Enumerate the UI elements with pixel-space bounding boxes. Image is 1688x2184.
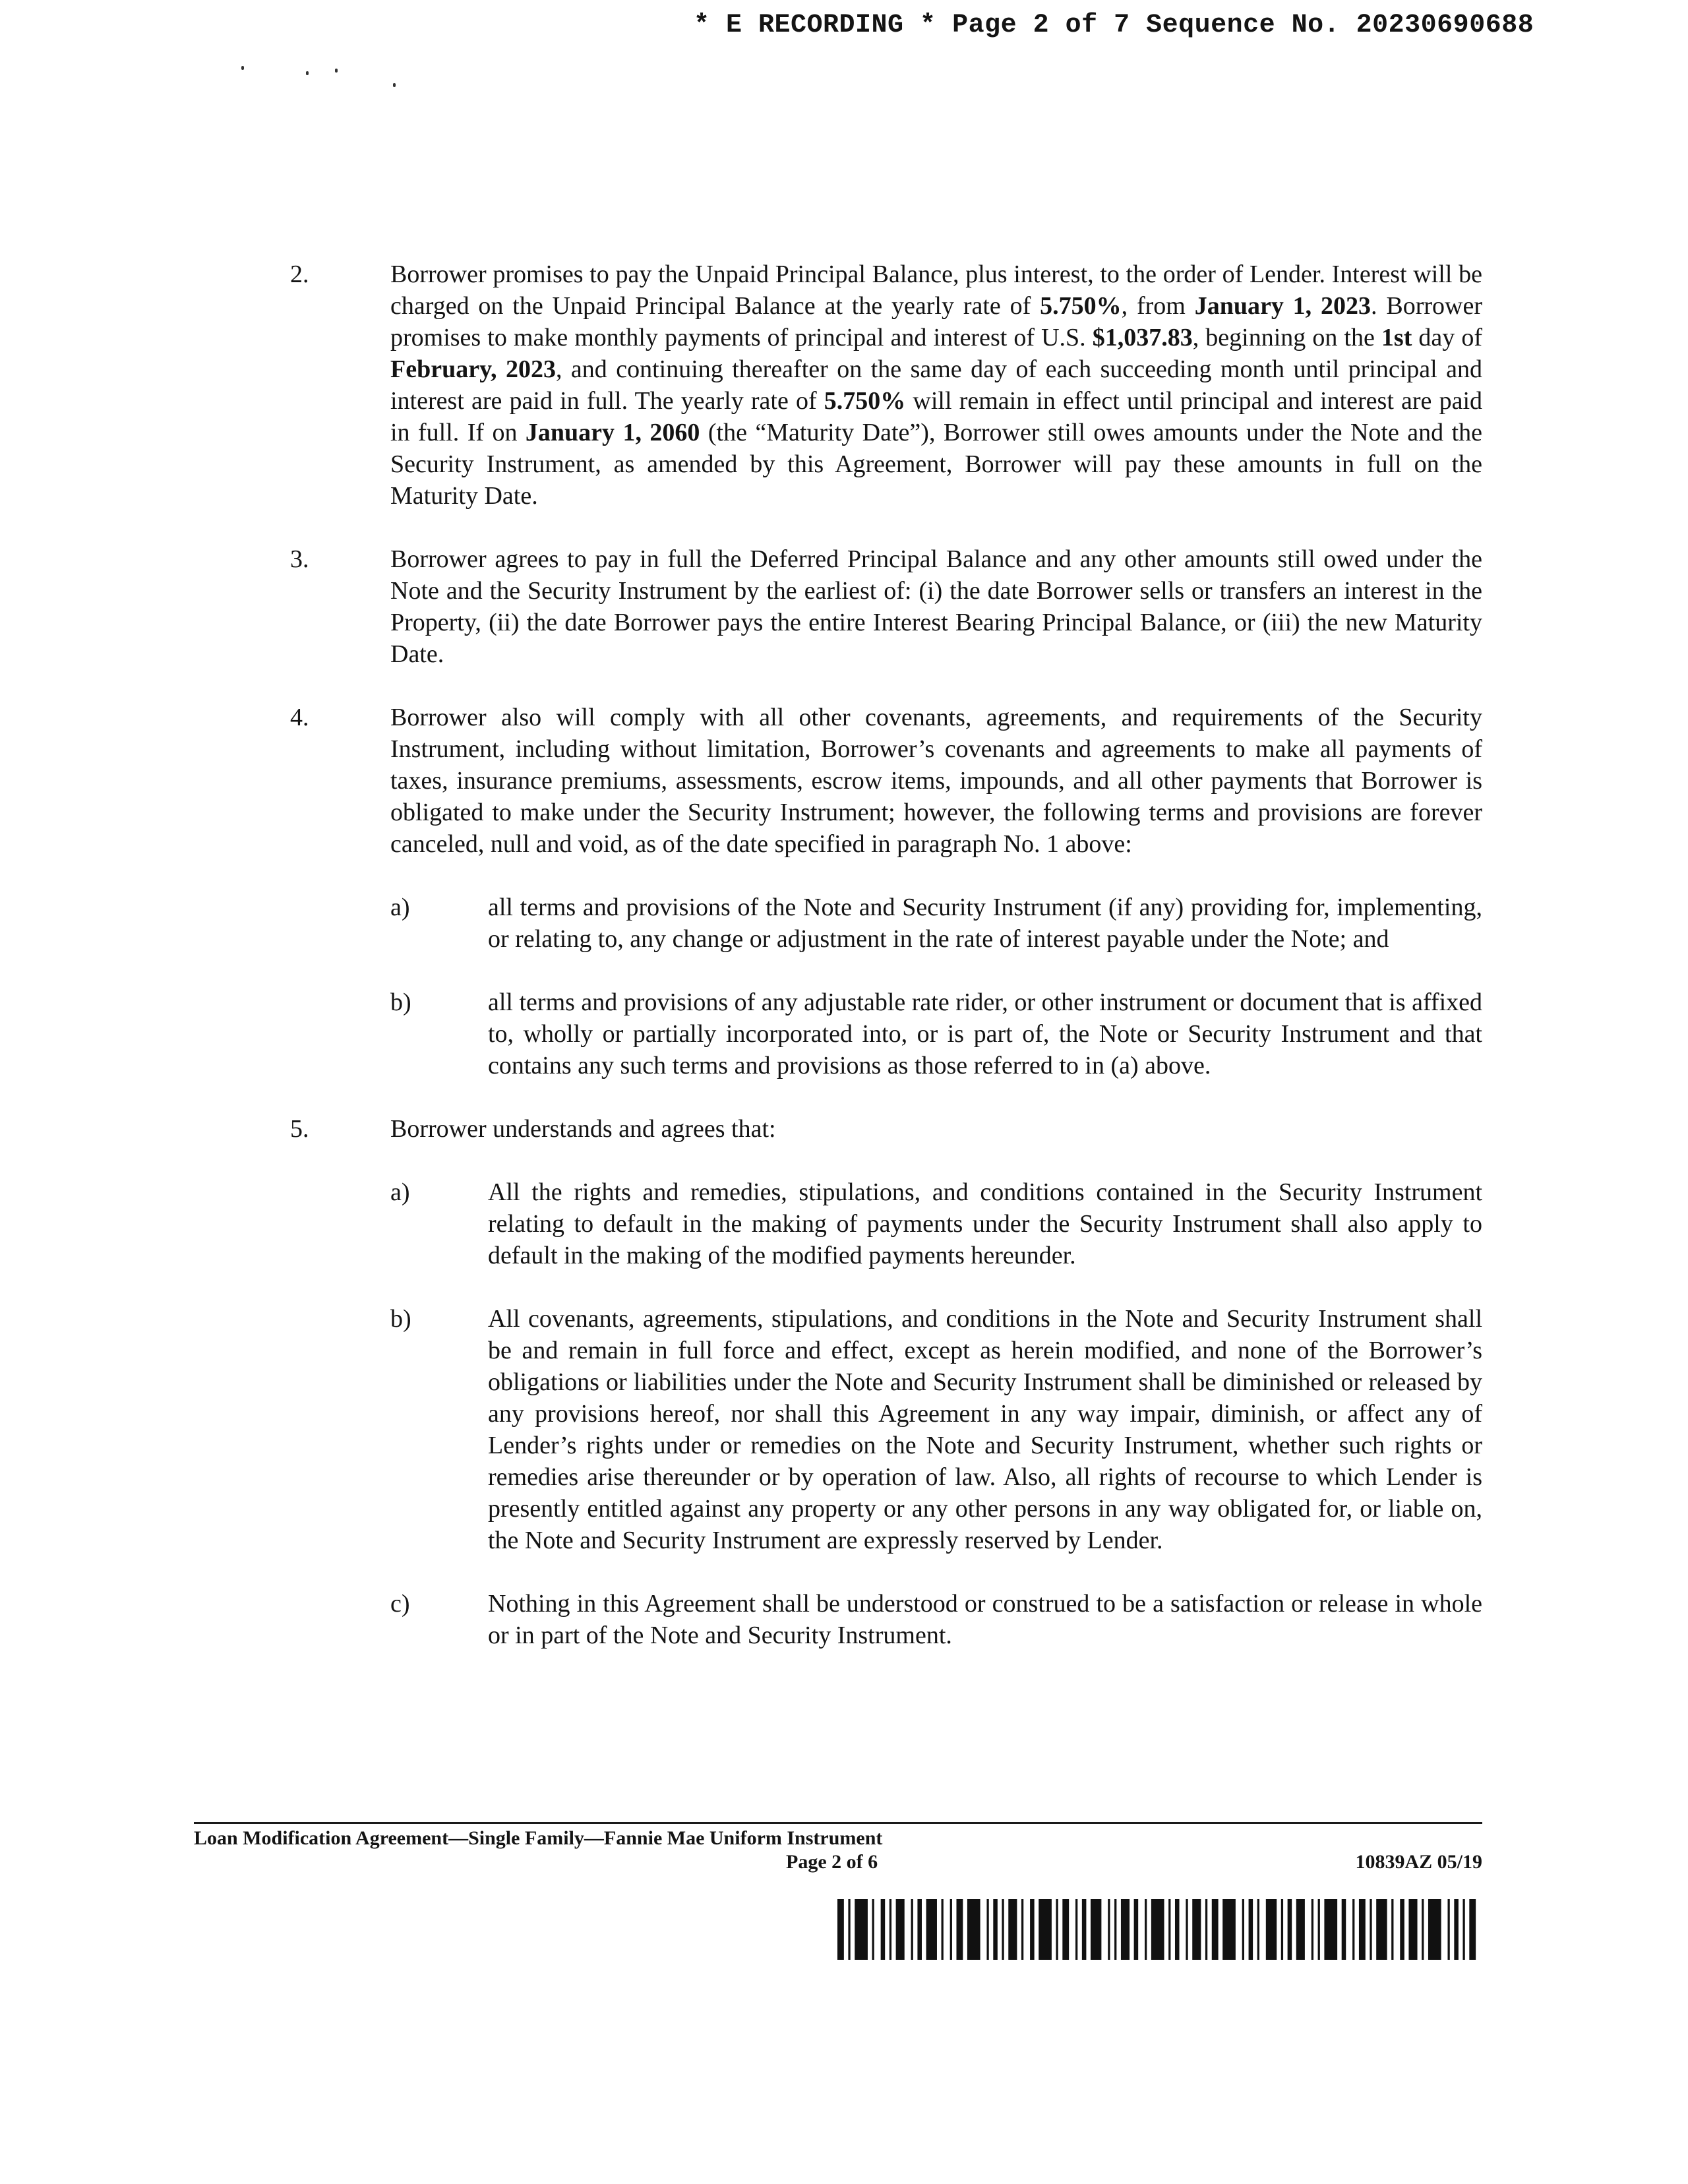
first-payment-date: February, 2023 [390, 355, 556, 383]
paragraph-text: Borrower also will comply with all other covenants, agreements, and requirements of the Security Instrument, including without limitation, Borrower’s covenants and agreements to make all payments of taxes, insurance premiums, assessments, escrow items, impounds, and all other payments that Borrower is obligated to make under the Security Instrument; however, the following terms and provisions are forever canceled, null and void, as of the date specified in paragraph No. 1 above: [390, 704, 1482, 858]
paragraph-3 [290, 543, 1482, 670]
item-label: b) [390, 988, 411, 1016]
barcode-bar [1408, 1899, 1417, 1960]
barcode-bar [1056, 1899, 1058, 1960]
barcode-bar [1318, 1899, 1320, 1960]
text-run: Borrower promises to pay the Unpaid Principal Balance, plus interest, to the order of Lender. Interest will be charged on the Unpaid Principal Balance at the yearly rate of [390, 260, 1482, 320]
barcode-bar [986, 1899, 988, 1960]
barcode-bar [1168, 1899, 1170, 1960]
form-footer [194, 1827, 1482, 1874]
barcode-bar [1091, 1899, 1101, 1960]
item-label: a) [390, 1178, 410, 1206]
barcode-bar [872, 1899, 874, 1960]
interest-start-date: January 1, 2023 [1194, 292, 1372, 320]
item-text: all terms and provisions of any adjustable rate rider, or other instrument or document that is affixed to, wholly or partially incorporated into, or is part of, the Note or Security Instrument and that contains any such terms and provisions as those referred to in (a) above. [488, 988, 1482, 1079]
paragraph-2 [290, 258, 1482, 512]
barcode-bar [993, 1899, 998, 1960]
barcode-bar [1205, 1899, 1207, 1960]
barcode-bar [881, 1899, 886, 1960]
barcode-bar [1352, 1899, 1354, 1960]
barcode-bar [1422, 1899, 1424, 1960]
scan-speck [241, 66, 244, 70]
barcode-bar [1145, 1899, 1147, 1960]
barcode-bar [896, 1899, 905, 1960]
paragraph-number: 4. [290, 704, 309, 731]
scan-speck [335, 69, 338, 73]
barcode-bar [1462, 1899, 1464, 1960]
barcode-bar [1324, 1899, 1337, 1960]
barcode-bar [1296, 1899, 1305, 1960]
barcode-bar [1469, 1899, 1476, 1960]
barcode-bar [1212, 1899, 1219, 1960]
barcode-bar [1039, 1899, 1052, 1960]
paragraph-4 [290, 702, 1482, 860]
paragraph-5-item-c [390, 1588, 1482, 1651]
paragraph-number: 5. [290, 1115, 309, 1143]
paragraph-text: Borrower agrees to pay in full the Deferred Principal Balance and any other amounts still owed under the Note and the Security Instrument by the earliest of: (i) the date Borrower sells or transfers an interest in the Property, (ii) the date Borrower pays the entire Interest Bearing Principal Balance, or (iii) the new Maturity Date. [390, 545, 1482, 668]
paragraph-number: 3. [290, 545, 309, 573]
barcode-bar [1400, 1899, 1404, 1960]
barcode-bar [1151, 1899, 1164, 1960]
barcode-bar [1242, 1899, 1244, 1960]
barcode-bar [1192, 1899, 1201, 1960]
document-body [290, 258, 1482, 1683]
paragraph-4-item-a [390, 892, 1482, 955]
barcode-bar [942, 1899, 944, 1960]
barcode-bar [1359, 1899, 1366, 1960]
monthly-payment: $1,037.83 [1092, 324, 1193, 351]
text-run: , beginning on the [1192, 324, 1381, 351]
item-label: a) [390, 894, 410, 921]
footer-row [194, 1850, 1482, 1874]
paragraph-5 [290, 1113, 1482, 1145]
paragraph-text [390, 258, 1482, 512]
barcode-bar [1447, 1899, 1449, 1960]
barcode-bar [1186, 1899, 1188, 1960]
barcode-bar [1222, 1899, 1236, 1960]
barcode-bar [1257, 1899, 1259, 1960]
text-run: , from [1121, 292, 1195, 320]
item-label: b) [390, 1305, 411, 1333]
barcode [837, 1899, 1482, 1960]
barcode-bar [950, 1899, 952, 1960]
text-run: day of [1412, 324, 1483, 351]
paragraph-5-item-a [390, 1176, 1482, 1271]
barcode-bar [837, 1899, 844, 1960]
maturity-date: January 1, 2060 [525, 419, 700, 446]
scan-speck [306, 71, 309, 75]
item-label: c) [390, 1590, 410, 1618]
barcode-bar [1002, 1899, 1004, 1960]
barcode-bar [1021, 1899, 1023, 1960]
barcode-bar [1175, 1899, 1180, 1960]
barcode-bar [917, 1899, 922, 1960]
text-run: . Borrower promises to make monthly payments of principal and interest of U.S. [390, 292, 1482, 351]
barcode-bar [1266, 1899, 1277, 1960]
barcode-bar [855, 1899, 868, 1960]
scan-speck [393, 83, 396, 87]
barcode-bar [1062, 1899, 1069, 1960]
item-text: All the rights and remedies, stipulations, and conditions contained in the Security Instrument relating to default in the making of payments under the Security Instrument shall also apply to default in the making of the modified payments hereunder. [488, 1178, 1482, 1269]
form-code: 10839AZ 05/19 [1355, 1851, 1482, 1873]
interest-rate: 5.750% [1040, 292, 1122, 320]
barcode-bar [1134, 1899, 1139, 1960]
item-text: all terms and provisions of the Note and Security Instrument (if any) providing for, implementing, or relating to, any change or adjustment in the rate of interest payable under the Note; and [488, 894, 1482, 953]
scan-specks [237, 63, 409, 96]
barcode-bar [1030, 1899, 1035, 1960]
barcode-bar [967, 1899, 980, 1960]
barcode-bar [1008, 1899, 1017, 1960]
paragraph-number: 2. [290, 260, 309, 288]
barcode-bar [1108, 1899, 1110, 1960]
footer-rule [194, 1822, 1482, 1824]
payment-day: 1st [1381, 324, 1412, 351]
barcode-bar [1121, 1899, 1130, 1960]
paragraph-5-item-b [390, 1303, 1482, 1556]
item-text: Nothing in this Agreement shall be understood or construed to be a satisfaction or release in whole or in part of the Note and Security Instrument. [488, 1590, 1482, 1649]
barcode-bar [1454, 1899, 1459, 1960]
barcode-bar [1391, 1899, 1393, 1960]
barcode-bar [1311, 1899, 1313, 1960]
paragraph-4-item-b [390, 986, 1482, 1081]
paragraph-text: Borrower understands and agrees that: [390, 1115, 776, 1143]
text-run: , and continuing thereafter on the same day of each succeeding month until principal and interest are paid in full. The yearly rate of [390, 355, 1483, 415]
barcode-bar [926, 1899, 937, 1960]
barcode-bar [957, 1899, 963, 1960]
barcode-bar [1288, 1899, 1292, 1960]
barcode-bar [1075, 1899, 1077, 1960]
recording-header: * E RECORDING * Page 2 of 7 Sequence No. 20230690688 [694, 11, 1534, 40]
barcode-bar [889, 1899, 891, 1960]
barcode-bar [848, 1899, 850, 1960]
barcode-bar [1376, 1899, 1387, 1960]
form-title: Loan Modification Agreement—Single Family—Fannie Mae Uniform Instrument [194, 1827, 883, 1849]
page-number: Page 2 of 6 [786, 1851, 878, 1873]
interest-rate: 5.750% [824, 387, 906, 415]
barcode-bar [1281, 1899, 1283, 1960]
barcode-bar [1082, 1899, 1087, 1960]
barcode-bar [1342, 1899, 1346, 1960]
barcode-bar [911, 1899, 913, 1960]
item-text: All covenants, agreements, stipulations, and conditions in the Note and Security Instrument shall be and remain in full force and effect, except as herein modified, and none of the Borrower’s obligations or liabilities under the Note and Security Instrument shall be diminished or released by any provisions hereof, nor shall this Agreement in any way impair, diminish, or affect any of Lender’s rights under or remedies on the Note and Security Instrument, whether such rights or remedies arise thereunder or by operation of law. Also, all rights of recourse to which Lender is presently entitled against any property or any other persons in any way obligated for, or liable on, the Note and Security Instrument are expressly reserved by Lender. [488, 1305, 1482, 1554]
text-run: will remain in effect until principal and interest are paid in full. If on [390, 387, 1482, 446]
barcode-bar [1370, 1899, 1372, 1960]
barcode-bar [1428, 1899, 1441, 1960]
text-run: (the “Maturity Date”), Borrower still owes amounts under the Note and the Security Instrument, as amended by this Agreement, Borrower will pay these amounts in full on the Maturity Date. [390, 419, 1483, 510]
barcode-bar [1114, 1899, 1116, 1960]
barcode-bar [1249, 1899, 1253, 1960]
